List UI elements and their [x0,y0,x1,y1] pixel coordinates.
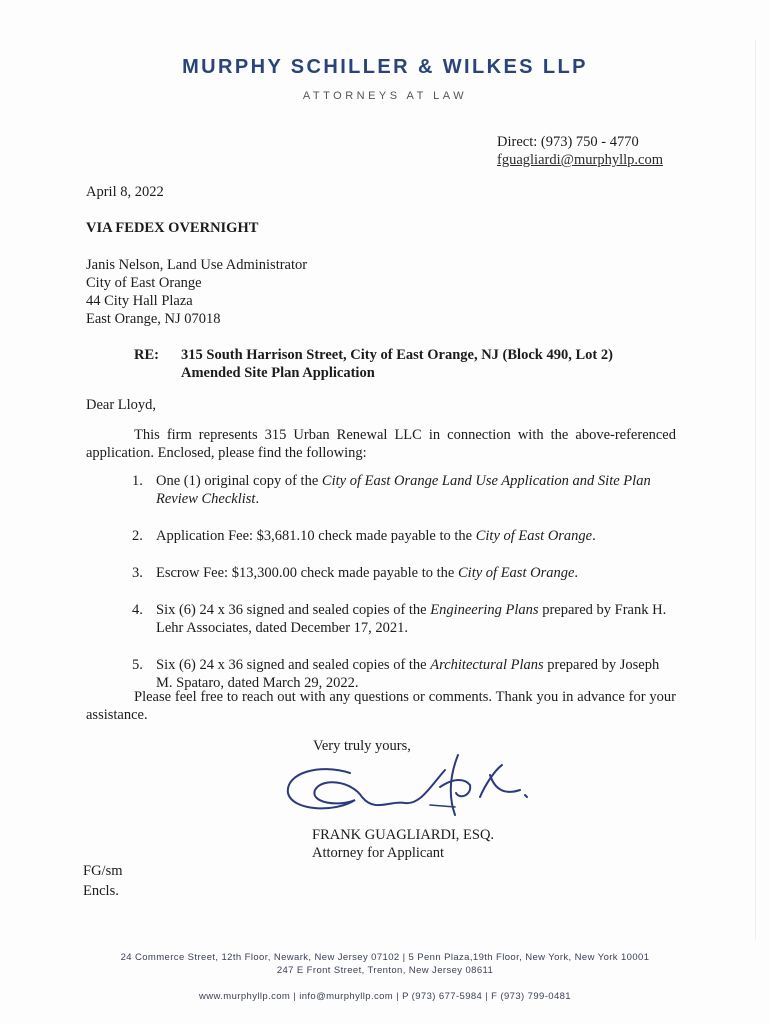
re-line: 315 South Harrison Street, City of East Orange, NJ (Block 490, Lot 2) [181,347,613,363]
enclosure-item [132,472,678,508]
enclosure-text: Six (6) 24 x 36 signed and sealed copies of the [156,602,431,618]
salutation: Dear Lloyd, [86,397,157,413]
enclosure-text-end: prepared by Joseph M. Spataro, dated March 29, 2022. [156,657,660,691]
enclosure-number: 2. [132,528,143,544]
enclosure-item [132,527,678,545]
enclosure-document-title: City of East Orange [458,565,575,581]
closing-paragraph: Please feel free to reach out with any questions or comments. Thank you in advance for your assistance. [86,689,676,723]
signer-title: Attorney for Applicant [312,845,445,861]
footer-address-line: 24 Commerce Street, 12th Floor, Newark, New Jersey 07102 | 5 Penn Plaza,19th Floor, New York, New York 10001 [120,952,650,963]
enclosure-number: 4. [132,602,143,618]
enclosure-item [132,656,678,692]
signature-image [280,745,550,830]
enclosure-text: Application Fee: $3,681.10 check made payable to the [156,528,476,544]
closing-salutation: Very truly yours, [313,738,411,754]
footer-contact-line: www.murphyllp.com | info@murphyllp.com | P (973) 677-5984 | F (973) 799-0481 [198,991,571,1002]
enclosure-number: 3. [132,565,143,581]
firm-tagline: ATTORNEYS AT LAW [302,90,468,102]
recipient-line: East Orange, NJ 07018 [86,311,221,327]
email-link[interactable]: fguagliardi@murphyllp.com [497,152,663,168]
recipient-line: City of East Orange [86,275,202,291]
re-subject [181,346,613,382]
enclosure-text-end: . [255,491,260,507]
enclosure-text-end: prepared by Frank H. Lehr Associates, dated December 17, 2021. [156,602,667,636]
enclosure-number: 5. [132,657,143,673]
delivery-method: VIA FEDEX OVERNIGHT [86,220,259,236]
footer-address-line: 247 E Front Street, Trenton, New Jersey 08611 [276,965,494,976]
enclosure-text: Escrow Fee: $13,300.00 check made payable to the [156,565,458,581]
recipient-line: Janis Nelson, Land Use Administrator [86,257,308,273]
signer-name: FRANK GUAGLIARDI, ESQ. [312,827,495,843]
re-label: RE: [134,347,159,363]
enclosure-text: Six (6) 24 x 36 signed and sealed copies of the [156,657,431,673]
enclosure-document-title: City of East Orange [475,528,593,544]
enclosure-item [132,564,678,582]
re-line: Amended Site Plan Application [181,365,375,381]
scan-edge [755,40,756,940]
enclosure-list [132,472,678,711]
firm-name: MURPHY SCHILLER & WILKES LLP [182,56,588,78]
reference-initials [83,862,123,902]
enclosure-document-title: Architectural Plans [430,657,544,673]
enclosure-text: One (1) original copy of the [156,473,322,489]
enclosures-note: Encls. [83,883,119,899]
enclosure-document-title: City of East Orange Land Use Application and Site Plan Review Checklist [156,473,651,507]
typist-initials: FG/sm [83,863,123,879]
direct-phone: Direct: (973) 750 - 4770 [497,134,639,150]
intro-paragraph: This firm represents 315 Urban Renewal LLC in connection with the above-referenced application. Enclosed, please find the following: [86,427,676,461]
enclosure-item [132,601,678,637]
enclosure-number: 1. [132,473,143,489]
recipient-line: 44 City Hall Plaza [86,293,193,309]
enclosure-document-title: Engineering Plans [430,602,539,618]
letter-date: April 8, 2022 [86,184,164,200]
enclosure-text-end: . [592,528,596,544]
signer-block [312,826,494,862]
enclosure-text-end: . [574,565,579,581]
recipient-address [86,256,307,328]
